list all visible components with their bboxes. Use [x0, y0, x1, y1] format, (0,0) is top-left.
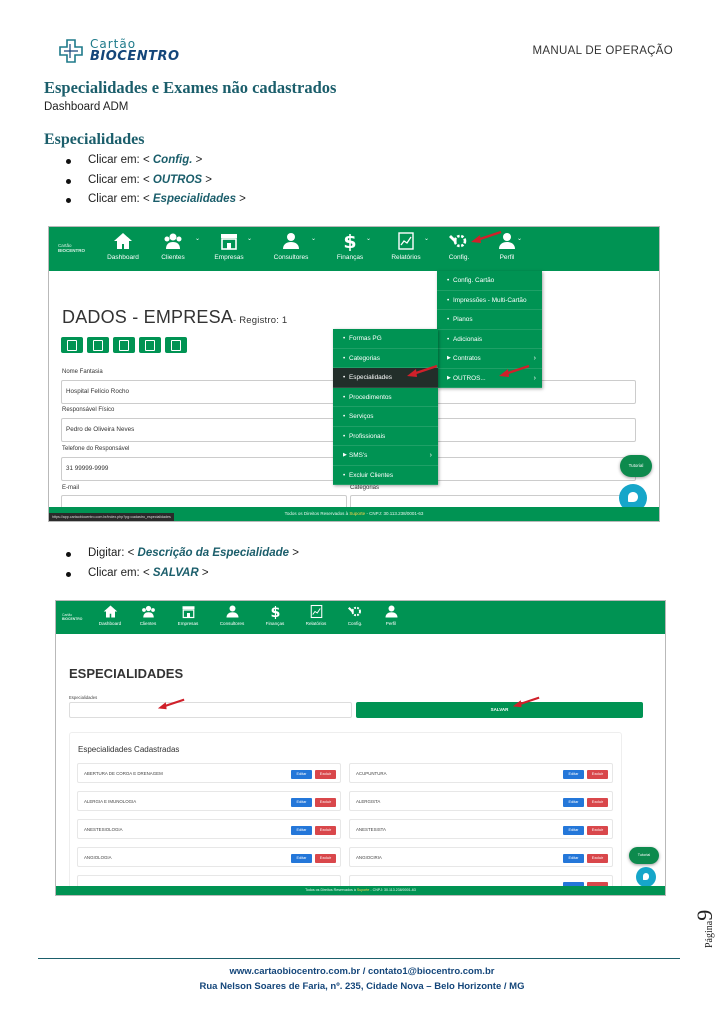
step-item: Digitar: < Descrição da Especialidade >: [66, 544, 299, 564]
nav-empresas[interactable]: Empresas: [166, 604, 210, 626]
field-label: Responsável Físico: [62, 407, 115, 413]
menu-item-planos[interactable]: • Planos: [437, 310, 542, 330]
nav-relatorios[interactable]: Relatórios: [376, 231, 436, 261]
nav-perfil[interactable]: Perfil: [477, 231, 537, 261]
users-icon: [163, 231, 183, 251]
chevron-right-icon: ›: [429, 452, 432, 459]
footer-divider: [38, 958, 680, 959]
list-item: ANESTESIOLOGIA Editar Excluir: [77, 819, 341, 839]
menu-item-sms[interactable]: ▶ SMS's ›: [333, 446, 438, 466]
field-label: Telefone do Responsável: [62, 446, 130, 452]
app-logo: Cartão BIOCENTRO: [58, 243, 85, 253]
chevron-down-icon: ⌄: [247, 236, 253, 242]
svg-text:$: $: [270, 604, 280, 619]
gear-icon: [348, 604, 363, 619]
edit-button[interactable]: Editar: [291, 854, 312, 863]
red-arrow-annotation: [469, 229, 503, 245]
menu-item-categorias[interactable]: • Categorias: [333, 349, 438, 369]
app-footer: Todos os Direitos Reservados à Suporte - CNPJ: 30.113.238/0001-63: [49, 507, 659, 521]
step-item: Clicar em: < OUTROS >: [66, 171, 246, 191]
menu-item-adicionais[interactable]: • Adicionais: [437, 330, 542, 350]
nav-empresas[interactable]: Empresas: [199, 231, 259, 261]
footer-address: Rua Nelson Soares de Faria, nº. 235, Cidade Nova – Belo Horizonte / MG: [199, 981, 525, 992]
chevron-down-icon: ⌄: [424, 236, 430, 242]
field-label: Categorias: [350, 485, 380, 491]
nav-financas[interactable]: $ Finanças: [336, 231, 364, 261]
delete-button[interactable]: Excluir: [315, 854, 336, 863]
chevron-down-icon: ⌄: [195, 236, 201, 242]
responsavel-input[interactable]: Pedro de Oliveira Neves: [61, 418, 636, 442]
step-item: Clicar em: < Especialidades >: [66, 190, 246, 210]
chevron-right-icon: ›: [533, 355, 536, 362]
delete-button[interactable]: Excluir: [315, 798, 336, 807]
chat-icon[interactable]: [636, 867, 656, 887]
menu-item-profissionais[interactable]: • Profissionais: [333, 427, 438, 447]
nav-perfil[interactable]: Perfil: [369, 604, 413, 626]
red-arrow-annotation: [405, 363, 439, 379]
menu-item-excluir-clientes[interactable]: • Excluir Clientes: [333, 466, 438, 486]
edit-button[interactable]: Editar: [291, 826, 312, 835]
chart-icon: [309, 604, 324, 619]
user-icon: [384, 604, 399, 619]
delete-button[interactable]: Excluir: [587, 826, 608, 835]
list-item: ALERGIA E IMUNOLOGIA Editar Excluir: [77, 791, 341, 811]
page-subtitle: Dashboard ADM: [44, 101, 129, 113]
field-label: Nome Fantasia: [62, 369, 103, 375]
list-item: ACUPUNTURA Editar Excluir: [349, 763, 613, 783]
nav-clientes[interactable]: Clientes: [126, 604, 170, 626]
red-arrow-annotation: [511, 695, 541, 709]
list-title: Especialidades Cadastradas: [78, 745, 180, 754]
consultant-icon: [225, 604, 240, 619]
step-item: Clicar em: < SALVAR >: [66, 564, 299, 584]
plus-cross-icon: [58, 38, 84, 64]
menu-item-outros[interactable]: ▶ OUTROS... ›: [437, 369, 542, 389]
nav-dashboard[interactable]: Dashboard: [93, 231, 153, 261]
delete-button[interactable]: Excluir: [587, 770, 608, 779]
chevron-right-icon: ›: [533, 374, 536, 382]
menu-item-servicos[interactable]: • Serviços: [333, 407, 438, 427]
menu-item-procedimentos[interactable]: • Procedimentos: [333, 388, 438, 408]
home-icon: [113, 231, 133, 251]
screen-title: DADOS - EMPRESA- Registro: 1: [62, 307, 288, 327]
edit-button[interactable]: Editar: [563, 826, 584, 835]
store-icon: [181, 604, 196, 619]
app-logo: Cartão BIOCENTRO: [62, 613, 83, 621]
screenshot-especialidades: [55, 600, 666, 896]
list-item: ANGIOCIRIA Editar Excluir: [349, 847, 613, 867]
nav-dashboard[interactable]: Dashboard: [88, 604, 132, 626]
screen-title: ESPECIALIDADES: [69, 666, 184, 681]
footer-contact: www.cartaobiocentro.com.br / contato1@biocentro.com.br: [229, 966, 495, 977]
chevron-down-icon: ⌄: [517, 236, 523, 242]
section-title: Especialidades: [44, 131, 145, 148]
gear-icon: [449, 231, 469, 251]
logo-line-2: BIOCENTRO: [90, 49, 180, 64]
list-item: ANGIOLOGIA Editar Excluir: [77, 847, 341, 867]
screenshot-dados-empresa: [48, 226, 660, 522]
delete-button[interactable]: Excluir: [315, 770, 336, 779]
app-navbar: [49, 227, 659, 271]
toolbar-image-button[interactable]: [61, 337, 83, 353]
dollar-icon: [268, 604, 283, 619]
delete-button[interactable]: Excluir: [315, 826, 336, 835]
status-bar-url: https://app.cartaobiocentro.com.br/index.php?pg=cadastro_especialidades: [49, 513, 174, 521]
dollar-icon: [340, 231, 360, 251]
home-icon: [103, 604, 118, 619]
manual-title: MANUAL DE OPERAÇÃO: [532, 45, 673, 57]
menu-item-formas-pg[interactable]: • Formas PG: [333, 329, 438, 349]
chart-icon: [396, 231, 416, 251]
consultant-icon: [281, 231, 301, 251]
page-title: Especialidades e Exames não cadastrados: [44, 78, 337, 97]
tutorial-button[interactable]: Tutorial: [629, 847, 659, 864]
nav-financas[interactable]: $ Finanças: [265, 604, 285, 626]
nav-relatorios[interactable]: Relatórios: [294, 604, 338, 626]
edit-button[interactable]: Editar: [291, 770, 312, 779]
list-item: ANESTESISTA Editar Excluir: [349, 819, 613, 839]
chevron-down-icon: ⌄: [366, 236, 372, 242]
especialidade-input[interactable]: [69, 702, 352, 718]
toolbar-document-button[interactable]: [87, 337, 109, 353]
app-footer: Todos os Direitos Reservados à Suporte - CNPJ: 30.113.238/0001-63: [56, 886, 665, 895]
menu-item-impressoes[interactable]: • Impressões - Multi-Cartão: [437, 291, 542, 311]
nav-consultores[interactable]: Consultores: [210, 604, 254, 626]
edit-button[interactable]: Editar: [563, 798, 584, 807]
toolbar-config-button[interactable]: [165, 337, 187, 353]
menu-item-contratos[interactable]: ▶ Contratos ›: [437, 349, 542, 369]
delete-button[interactable]: Excluir: [587, 854, 608, 863]
menu-item-config-cartao[interactable]: • Config. Cartão: [437, 271, 542, 291]
nav-config[interactable]: Config.: [429, 231, 489, 261]
field-label: E-mail: [62, 485, 80, 491]
menu-item-especialidades[interactable]: • Especialidades: [333, 368, 438, 388]
red-arrow-annotation: [156, 697, 186, 711]
svg-text:$: $: [343, 231, 357, 251]
app-navbar: [56, 601, 665, 634]
biocentro-logo: [58, 36, 178, 66]
edit-button[interactable]: Editar: [563, 770, 584, 779]
salvar-button[interactable]: SALVAR: [356, 702, 643, 718]
nav-consultores[interactable]: Consultores: [261, 231, 321, 261]
telefone-input[interactable]: 31 99999-9999: [61, 457, 636, 481]
nav-clientes[interactable]: Clientes: [143, 231, 203, 261]
step-item: Clicar em: < Config. >: [66, 151, 246, 171]
edit-button[interactable]: Editar: [563, 854, 584, 863]
red-arrow-annotation: [497, 363, 531, 379]
nome-fantasia-input[interactable]: Hospital Felício Rocho: [61, 380, 636, 404]
store-icon: [219, 231, 239, 251]
chevron-down-icon: ⌄: [311, 236, 317, 242]
edit-button[interactable]: Editar: [291, 798, 312, 807]
tutorial-button[interactable]: Tutorial: [620, 455, 652, 477]
list-item: ALERGISTA Editar Excluir: [349, 791, 613, 811]
delete-button[interactable]: Excluir: [587, 798, 608, 807]
especialidade-label: Especialidades: [69, 695, 98, 700]
toolbar-card2-button[interactable]: [139, 337, 161, 353]
especialidades-list-card: [69, 732, 622, 892]
outros-submenu: [333, 329, 438, 485]
list-item: ABERTURA DE COROA E DRENAGEM Editar Excluir: [77, 763, 341, 783]
nav-config[interactable]: Config.: [333, 604, 377, 626]
steps-list-1: [66, 151, 246, 210]
logo-line-1: Cartão: [90, 37, 137, 51]
page-number: Página9: [692, 909, 717, 948]
users-icon: [141, 604, 156, 619]
toolbar-card-button[interactable]: [113, 337, 135, 353]
steps-list-2: [66, 544, 299, 583]
